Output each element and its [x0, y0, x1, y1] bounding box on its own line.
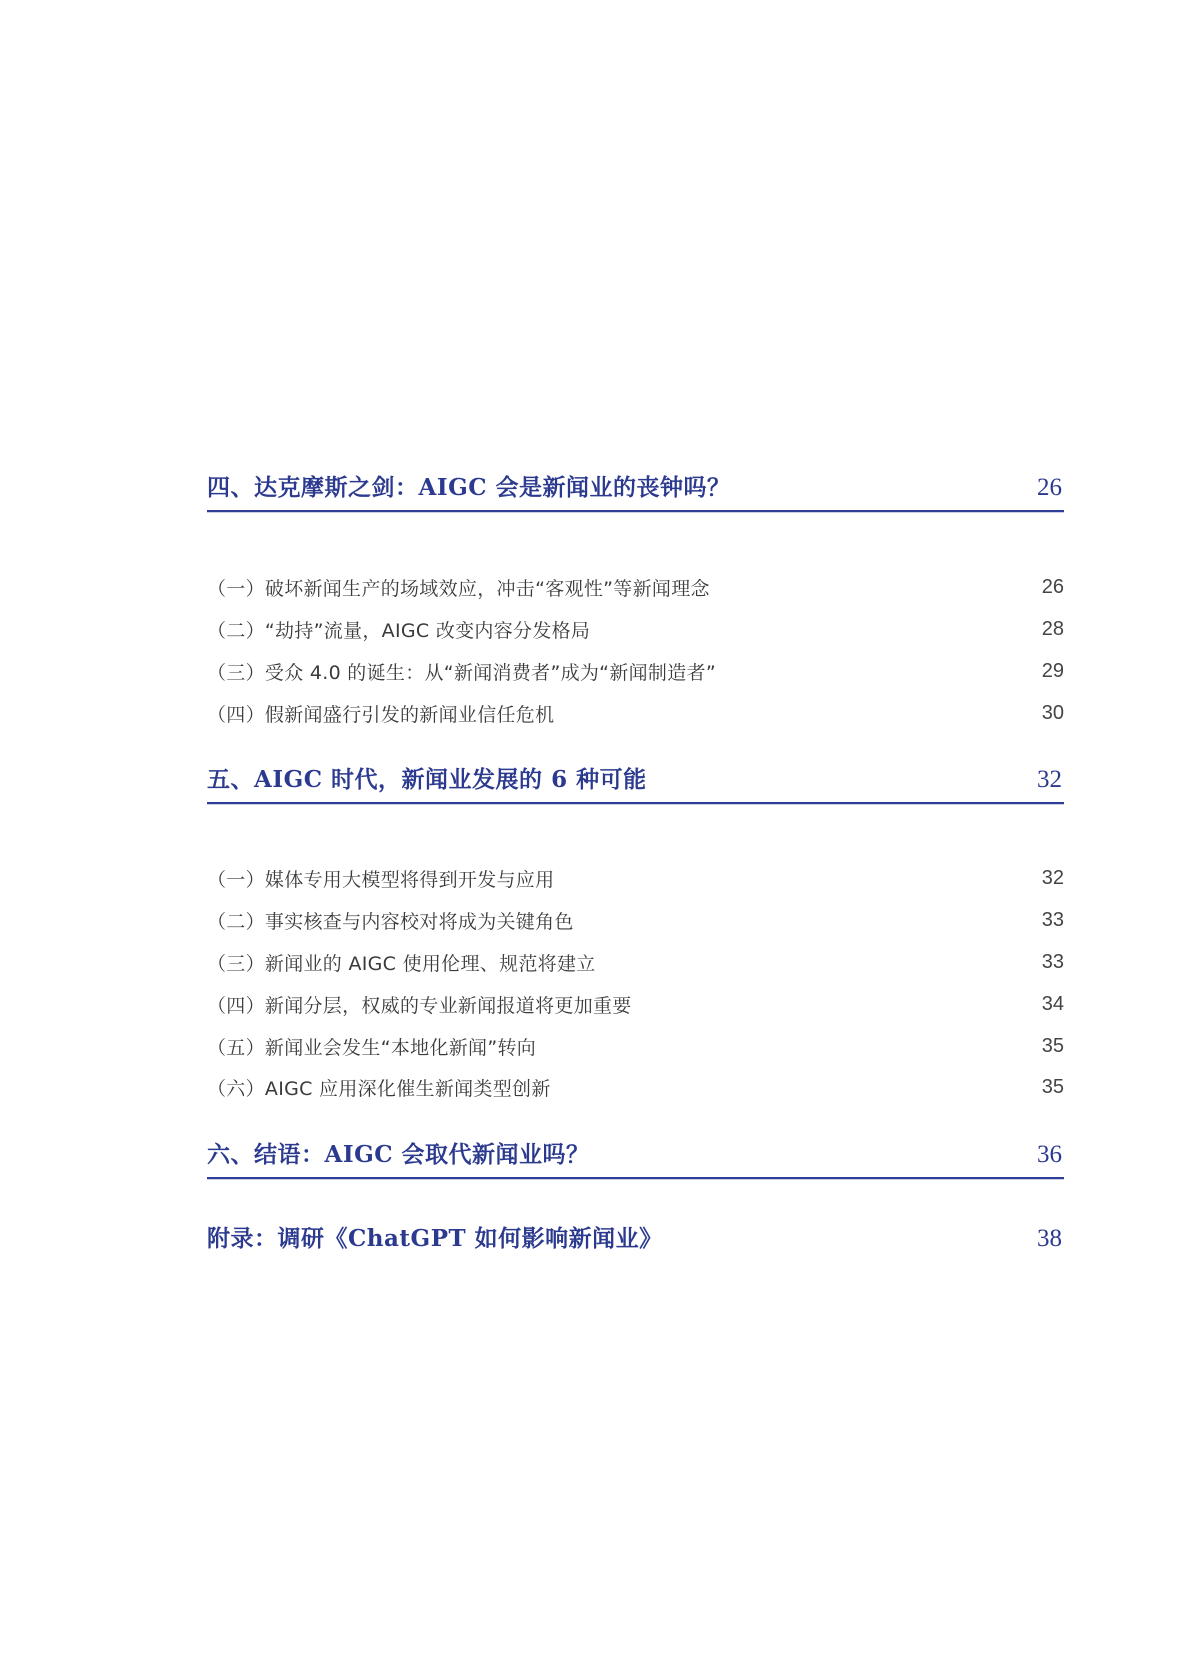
toc-entry-label: （四）假新闻盛行引发的新闻业信任危机 — [207, 703, 555, 726]
toc-section-4-entries — [207, 567, 1064, 734]
toc-entry-label: （三）新闻业的 AIGC 使用伦理、规范将建立 — [207, 952, 596, 975]
toc-entry-page-number: 29 — [1041, 659, 1064, 682]
toc-appendix-heading[interactable] — [207, 1213, 1064, 1253]
section-divider — [207, 1177, 1064, 1179]
toc-section-6 — [207, 1129, 1064, 1179]
toc-entry-label: （二）“劫持”流量，AIGC 改变内容分发格局 — [207, 620, 591, 643]
toc-section-title: 五、AIGC 时代，新闻业发展的 6 种可能 — [207, 766, 647, 793]
toc-section-title: 四、达克摩斯之剑：AIGC 会是新闻业的丧钟吗？ — [207, 474, 731, 501]
toc-entry[interactable] — [207, 858, 1064, 900]
toc-entry-page-number: 30 — [1041, 701, 1064, 724]
toc-entry-page-number: 26 — [1041, 576, 1064, 599]
toc-section-title: 六、结语：AIGC 会取代新闻业吗？ — [207, 1141, 590, 1168]
toc-entry[interactable] — [207, 900, 1064, 942]
toc-entry[interactable] — [207, 609, 1064, 651]
toc-section-5 — [207, 754, 1064, 804]
toc-entry[interactable] — [207, 1067, 1064, 1109]
toc-entry[interactable] — [207, 1025, 1064, 1067]
toc-entry[interactable] — [207, 983, 1064, 1025]
section-divider — [207, 802, 1064, 804]
toc-entry-page-number: 35 — [1041, 1034, 1064, 1057]
toc-entry-label: （一）媒体专用大模型将得到开发与应用 — [207, 869, 555, 892]
toc-section-4-heading[interactable] — [207, 462, 1064, 502]
toc-entry-page-number: 34 — [1041, 992, 1064, 1015]
toc-entry-label: （一）破坏新闻生产的场域效应，冲击“客观性”等新闻理念 — [207, 578, 710, 601]
toc-entry-label: （五）新闻业会发生“本地化新闻”转向 — [207, 1036, 537, 1059]
toc-section-4 — [207, 462, 1064, 512]
toc-entry-label: （四）新闻分层，权威的专业新闻报道将更加重要 — [207, 994, 632, 1017]
toc-entry-page-number: 33 — [1041, 909, 1064, 932]
toc-entry[interactable] — [207, 692, 1064, 734]
toc-section-5-entries — [207, 858, 1064, 1109]
toc-appendix-title: 附录：调研《ChatGPT 如何影响新闻业》 — [207, 1225, 663, 1252]
toc-section-page-number: 36 — [1037, 1141, 1062, 1168]
toc-section-6-heading[interactable] — [207, 1129, 1064, 1169]
toc-entry[interactable] — [207, 567, 1064, 609]
toc-entry[interactable] — [207, 942, 1064, 984]
toc-entry-label: （二）事实核查与内容校对将成为关键角色 — [207, 911, 574, 934]
toc-appendix — [207, 1213, 1064, 1253]
toc-entry-page-number: 28 — [1041, 618, 1064, 641]
toc-section-page-number: 26 — [1037, 474, 1062, 501]
toc-entry-label: （六）AIGC 应用深化催生新闻类型创新 — [207, 1078, 551, 1101]
toc-section-5-heading[interactable] — [207, 754, 1064, 794]
toc-entry-page-number: 35 — [1041, 1076, 1064, 1099]
toc-entry-label: （三）受众 4.0 的诞生：从“新闻消费者”成为“新闻制造者” — [207, 661, 716, 684]
section-divider — [207, 510, 1064, 512]
toc-appendix-page-number: 38 — [1037, 1225, 1062, 1252]
toc-entry-page-number: 32 — [1041, 867, 1064, 890]
toc-section-page-number: 32 — [1037, 766, 1062, 793]
toc-entry-page-number: 33 — [1041, 950, 1064, 973]
toc-entry[interactable] — [207, 651, 1064, 693]
